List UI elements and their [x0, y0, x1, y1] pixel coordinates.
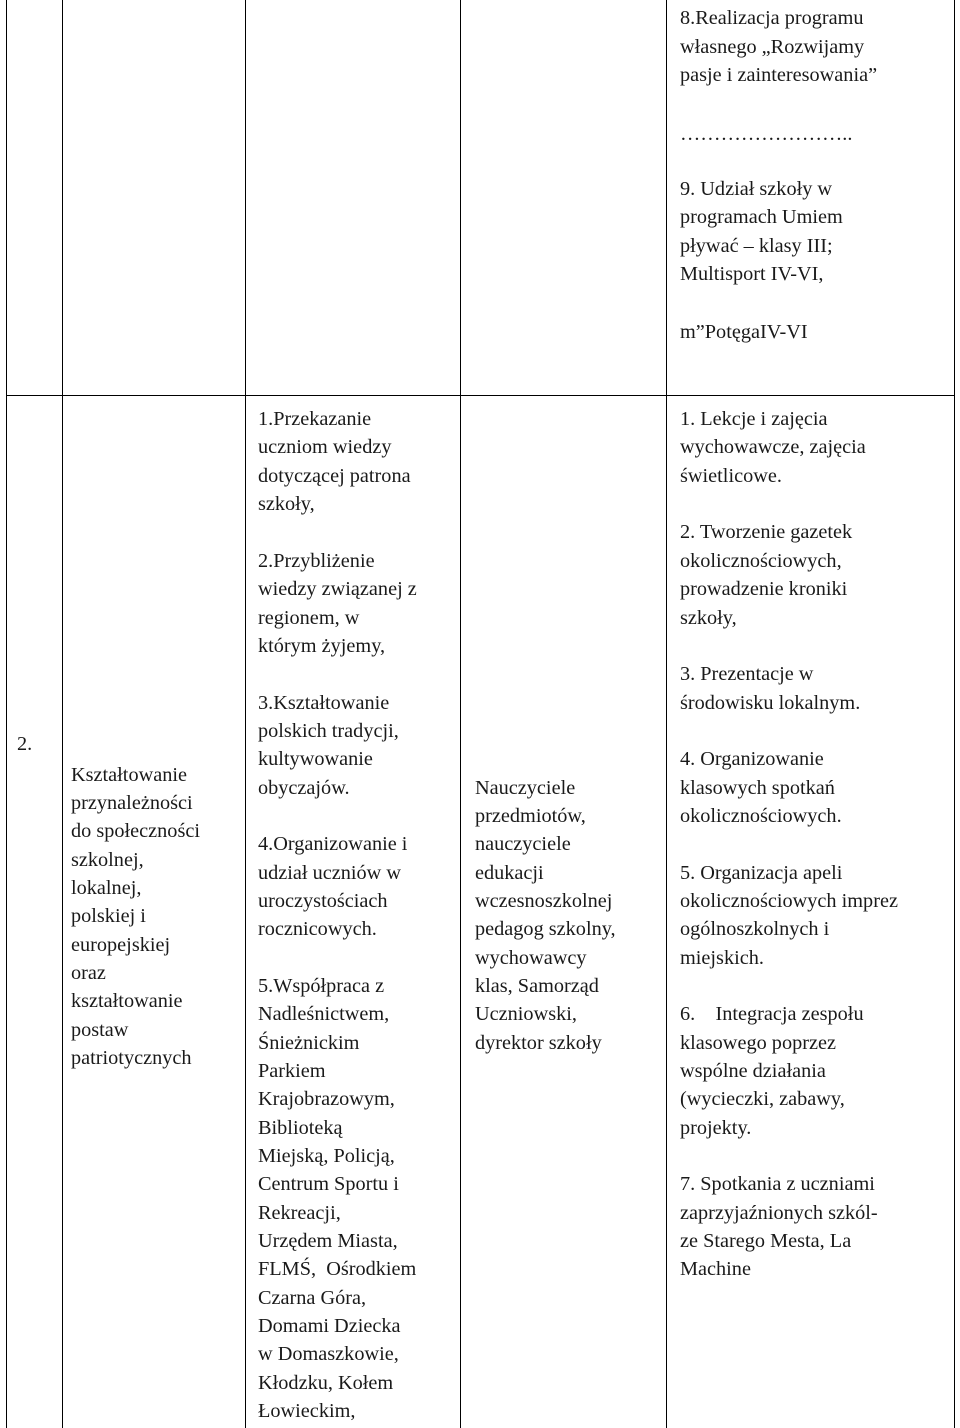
table-divider-col2	[245, 0, 246, 1428]
row2-responsible-line: przedmiotów,	[475, 805, 586, 827]
row2-area-line: szkolnej,	[71, 849, 144, 871]
row2-task-line: uczniom wiedzy	[258, 436, 392, 458]
row2-area-line: polskiej i	[71, 905, 146, 927]
row2-responsible-line: nauczyciele	[475, 833, 571, 855]
row2-area-line: oraz	[71, 962, 106, 984]
row2-forms-line: 4. Organizowanie	[680, 748, 824, 770]
row1-activities-line: pływać – klasy III;	[680, 235, 833, 257]
row2-task-line: Nadleśnictwem,	[258, 1003, 390, 1025]
row1-activities-line: 9. Udział szkoły w	[680, 178, 833, 200]
row2-responsible-line: pedagog szkolny,	[475, 918, 616, 940]
table-divider-col4	[666, 0, 667, 1428]
row2-task-line: dotyczącej patrona	[258, 465, 411, 487]
row2-forms-line: środowisku lokalnym.	[680, 692, 861, 714]
table-divider-col1	[62, 0, 63, 1428]
row2-forms-line: klasowych spotkań	[680, 777, 835, 799]
row2-area-line: kształtowanie	[71, 990, 183, 1012]
row2-forms-line: 1. Lekcje i zajęcia	[680, 408, 828, 430]
row2-task-line: Łowieckim,	[258, 1400, 356, 1422]
row2-task-line: którym żyjemy,	[258, 635, 386, 657]
row2-forms-line: 3. Prezentacje w	[680, 663, 814, 685]
row2-task-line: Urzędem Miasta,	[258, 1230, 398, 1252]
row2-task-line: FLMŚ, Ośrodkiem	[258, 1258, 417, 1280]
row2-forms-line: klasowego poprzez	[680, 1032, 836, 1054]
row1-activities-line: własnego „Rozwijamy	[680, 36, 865, 58]
row2-forms-line: wspólne działania	[680, 1060, 826, 1082]
row2-responsible-line: dyrektor szkoły	[475, 1032, 602, 1054]
row2-number: 2.	[17, 733, 33, 755]
row2-forms-line: okolicznościowych imprez	[680, 890, 898, 912]
row2-area-line: patriotycznych	[71, 1047, 192, 1069]
row1-activities-line: m”PotęgaIV-VI	[680, 321, 808, 343]
row2-task-line: Centrum Sportu i	[258, 1173, 399, 1195]
row2-task-line: polskich tradycji,	[258, 720, 399, 742]
row1-activities-line: pasje i zainteresowania”	[680, 64, 878, 86]
row2-forms-line: okolicznościowych,	[680, 550, 842, 572]
row2-forms-line: ogólnoszkolnych i	[680, 918, 830, 940]
row2-forms-line: 5. Organizacja apeli	[680, 862, 843, 884]
row1-activities-line: programach Umiem	[680, 206, 843, 228]
row2-forms-line: 2. Tworzenie gazetek	[680, 521, 853, 543]
table-border-right	[954, 0, 955, 1428]
row2-forms-line: projekty.	[680, 1117, 752, 1139]
row2-task-line: 4.Organizowanie i	[258, 833, 408, 855]
row2-task-line: regionem, w	[258, 607, 360, 629]
row2-responsible-line: Uczniowski,	[475, 1003, 577, 1025]
row2-forms-line: ze Starego Mesta, La	[680, 1230, 852, 1252]
row2-task-line: 2.Przybliżenie	[258, 550, 375, 572]
row2-responsible-line: Nauczyciele	[475, 777, 576, 799]
row2-task-line: Miejską, Policją,	[258, 1145, 395, 1167]
row1-activities-line: Multisport IV-VI,	[680, 263, 824, 285]
row2-forms-line: szkoły,	[680, 607, 737, 629]
row2-task-line: rocznicowych.	[258, 918, 377, 940]
row2-responsible-line: edukacji	[475, 862, 544, 884]
row2-forms-line: wychowawcze, zajęcia	[680, 436, 866, 458]
row2-area-line: postaw	[71, 1019, 129, 1041]
row2-forms-line: 7. Spotkania z uczniami	[680, 1173, 875, 1195]
row2-task-line: Parkiem	[258, 1060, 326, 1082]
row2-forms-line: (wycieczki, zabawy,	[680, 1088, 845, 1110]
row2-forms-line: Machine	[680, 1258, 751, 1280]
row2-task-line: obyczajów.	[258, 777, 350, 799]
row2-forms-line: 6. Integracja zespołu	[680, 1003, 864, 1025]
row2-task-line: Śnieżnickim	[258, 1032, 360, 1054]
row2-forms-line: okolicznościowych.	[680, 805, 842, 827]
row2-forms-line: zaprzyjaźnionych szkól-	[680, 1202, 878, 1224]
table-border-left	[6, 0, 7, 1428]
row2-forms-line: prowadzenie kroniki	[680, 578, 848, 600]
row2-task-line: Domami Dziecka	[258, 1315, 401, 1337]
row2-responsible-line: wczesnoszkolnej	[475, 890, 613, 912]
row2-area-line: do społeczności	[71, 820, 200, 842]
row2-responsible-line: wychowawcy	[475, 947, 587, 969]
row2-task-line: kultywowanie	[258, 748, 373, 770]
row2-task-line: Kłodzku, Kołem	[258, 1372, 394, 1394]
row2-task-line: Rekreacji,	[258, 1202, 341, 1224]
row2-task-line: szkoły,	[258, 493, 315, 515]
row2-task-line: 1.Przekazanie	[258, 408, 372, 430]
row2-task-line: 5.Współpraca z	[258, 975, 385, 997]
row2-task-line: uroczystościach	[258, 890, 388, 912]
row1-dotted-line: ……………………..	[680, 123, 853, 145]
row2-task-line: Biblioteką	[258, 1117, 343, 1139]
row2-forms-line: miejskich.	[680, 947, 764, 969]
row2-task-line: w Domaszkowie,	[258, 1343, 399, 1365]
row2-area-line: lokalnej,	[71, 877, 142, 899]
row2-task-line: Czarna Góra,	[258, 1287, 367, 1309]
row2-task-line: Krajobrazowym,	[258, 1088, 395, 1110]
table-row-separator	[6, 395, 955, 396]
row2-area-line: europejskiej	[71, 934, 171, 956]
row2-area-line: przynależności	[71, 792, 193, 814]
row2-responsible-line: klas, Samorząd	[475, 975, 599, 997]
table-divider-col3	[460, 0, 461, 1428]
row2-task-line: wiedzy związanej z	[258, 578, 417, 600]
row1-activities-line: 8.Realizacja programu	[680, 7, 864, 29]
row2-task-line: 3.Kształtowanie	[258, 692, 390, 714]
row2-task-line: udział uczniów w	[258, 862, 402, 884]
row2-area-line: Kształtowanie	[71, 764, 188, 786]
row2-forms-line: świetlicowe.	[680, 465, 782, 487]
